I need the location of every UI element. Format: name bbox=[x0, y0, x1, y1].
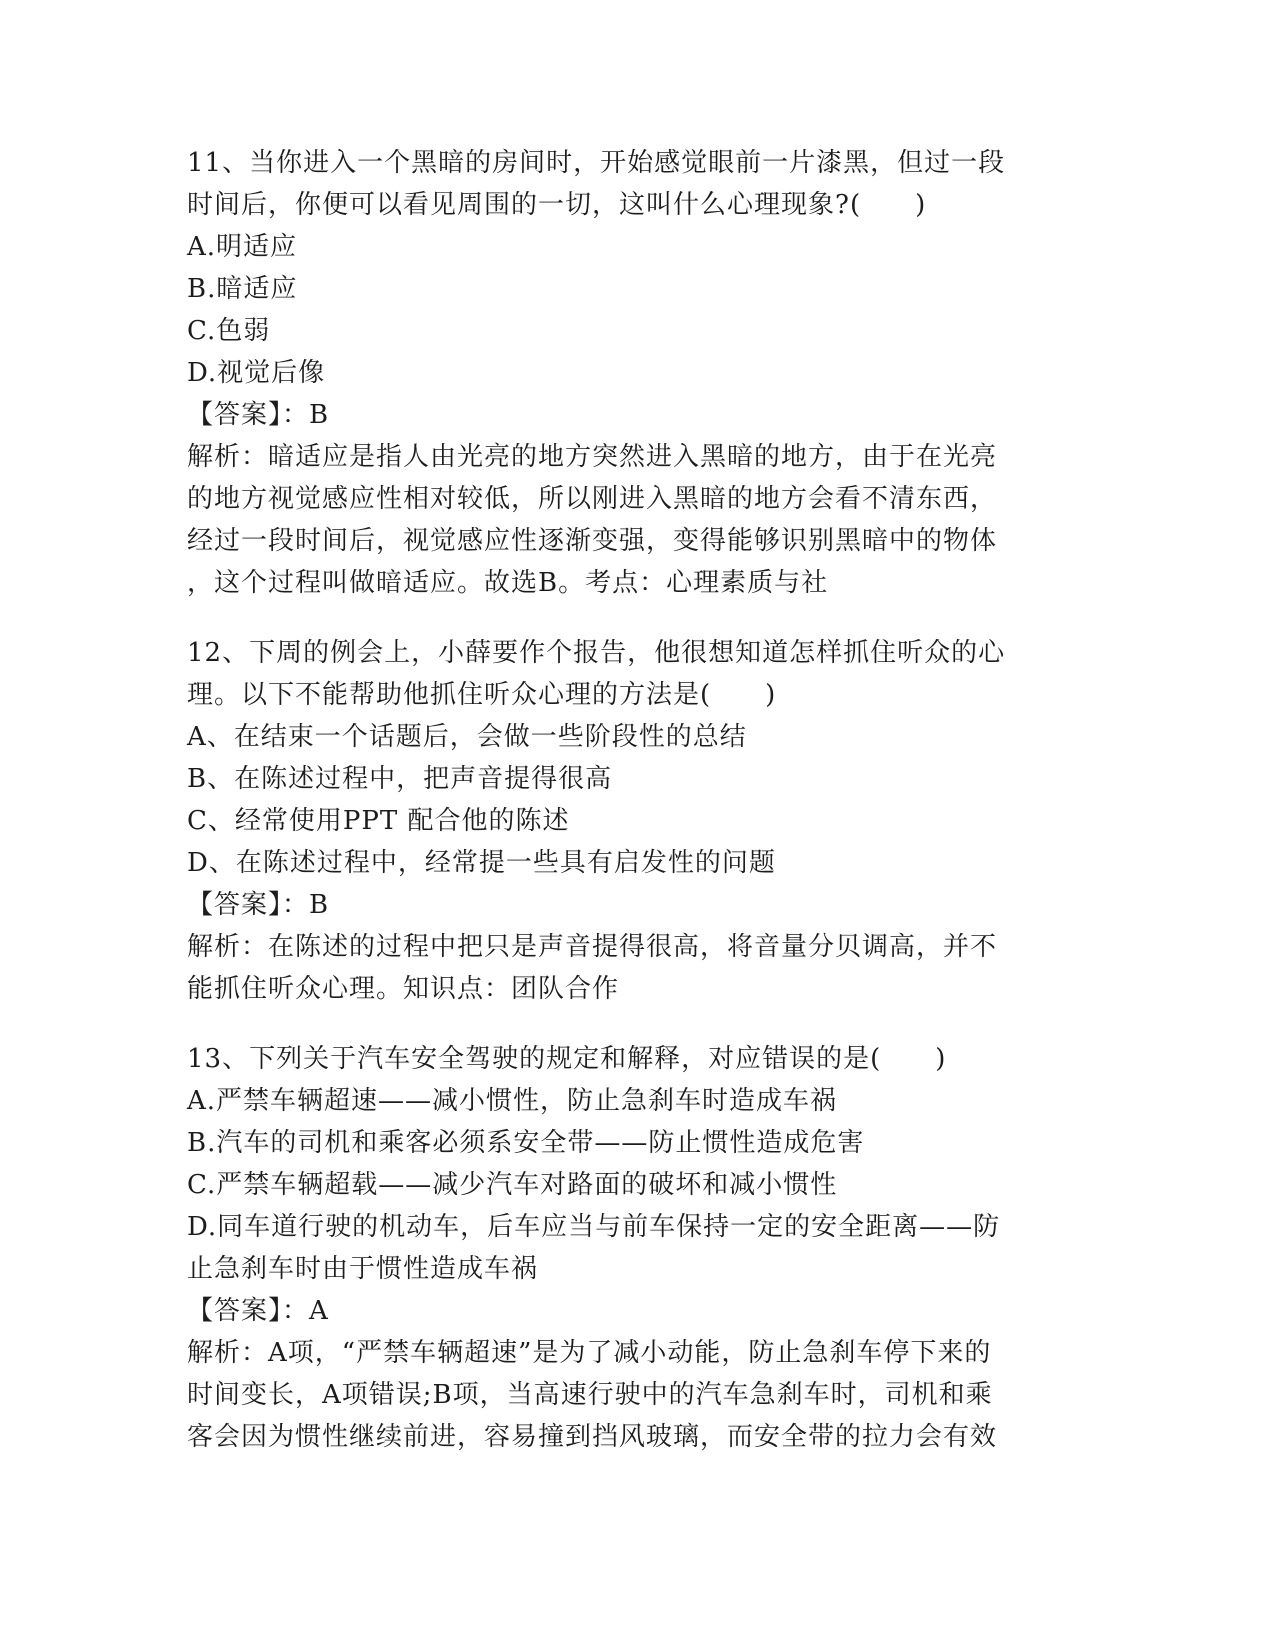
question-block bbox=[187, 632, 1087, 1010]
analysis-line: 经过一段时间后，视觉感应性逐渐变强，变得能够识别黑暗中的物体 bbox=[187, 526, 998, 556]
analysis-line: 客会因为惯性继续前进，容易撞到挡风玻璃，而安全带的拉力会有效 bbox=[187, 1422, 998, 1452]
question-stem-line: 时间后，你便可以看见周围的一切，这叫什么心理现象?( ) bbox=[187, 190, 927, 220]
option-b: B.汽车的司机和乘客必须系安全带——防止惯性造成危害 bbox=[187, 1128, 865, 1158]
question-spacer bbox=[187, 1010, 1087, 1038]
answer-line: 【答案】：B bbox=[187, 890, 330, 920]
analysis-line: 解析：暗适应是指人由光亮的地方突然进入黑暗的地方，由于在光亮 bbox=[187, 442, 998, 472]
analysis-line: 能抓住听众心理。知识点：团队合作 bbox=[187, 974, 620, 1004]
option-d: D.同车道行驶的机动车，后车应当与前车保持一定的安全距离——防 bbox=[187, 1212, 1001, 1242]
option-b: B.暗适应 bbox=[187, 274, 298, 304]
question-stem-line: 11、当你进入一个黑暗的房间时，开始感觉眼前一片漆黑，但过一段 bbox=[187, 148, 1006, 178]
answer-line: 【答案】：B bbox=[187, 400, 330, 430]
option-b: B、在陈述过程中，把声音提得很高 bbox=[187, 764, 613, 794]
option-c: C.严禁车辆超载——减少汽车对路面的破坏和减小惯性 bbox=[187, 1170, 838, 1200]
question-stem-line: 13、下列关于汽车安全驾驶的规定和解释，对应错误的是( ) bbox=[187, 1044, 947, 1074]
option-a: A、在结束一个话题后，会做一些阶段性的总结 bbox=[187, 722, 747, 752]
answer-line: 【答案】：A bbox=[187, 1296, 329, 1326]
question-block bbox=[187, 142, 1087, 604]
analysis-line: ，这个过程叫做暗适应。故选B。考点：心理素质与社 bbox=[187, 568, 829, 598]
question-stem-line: 12、下周的例会上，小薛要作个报告，他很想知道怎样抓住听众的心 bbox=[187, 638, 1006, 668]
question-stem-line: 理。以下不能帮助他抓住听众心理的方法是( ) bbox=[187, 680, 777, 710]
question-block bbox=[187, 1038, 1087, 1458]
option-d: D、在陈述过程中，经常提一些具有启发性的问题 bbox=[187, 848, 776, 878]
analysis-line: 解析：在陈述的过程中把只是声音提得很高，将音量分贝调高，并不 bbox=[187, 932, 998, 962]
option-d-continued: 止急刹车时由于惯性造成车祸 bbox=[187, 1254, 539, 1284]
analysis-line: 时间变长，A项错误;B项，当高速行驶中的汽车急刹车时，司机和乘 bbox=[187, 1380, 993, 1410]
option-c: C.色弱 bbox=[187, 316, 271, 346]
option-a: A.严禁车辆超速——减小惯性，防止急刹车时造成车祸 bbox=[187, 1086, 838, 1116]
option-d: D.视觉后像 bbox=[187, 358, 326, 388]
question-spacer bbox=[187, 604, 1087, 632]
option-a: A.明适应 bbox=[187, 232, 298, 262]
option-c: C、经常使用PPT 配合他的陈述 bbox=[187, 806, 570, 836]
analysis-line: 的地方视觉感应性相对较低，所以刚进入黑暗的地方会看不清东西， bbox=[187, 484, 998, 514]
document-content bbox=[187, 142, 1087, 1458]
analysis-line: 解析：A项，“严禁车辆超速”是为了减小动能，防止急刹车停下来的 bbox=[187, 1338, 992, 1368]
